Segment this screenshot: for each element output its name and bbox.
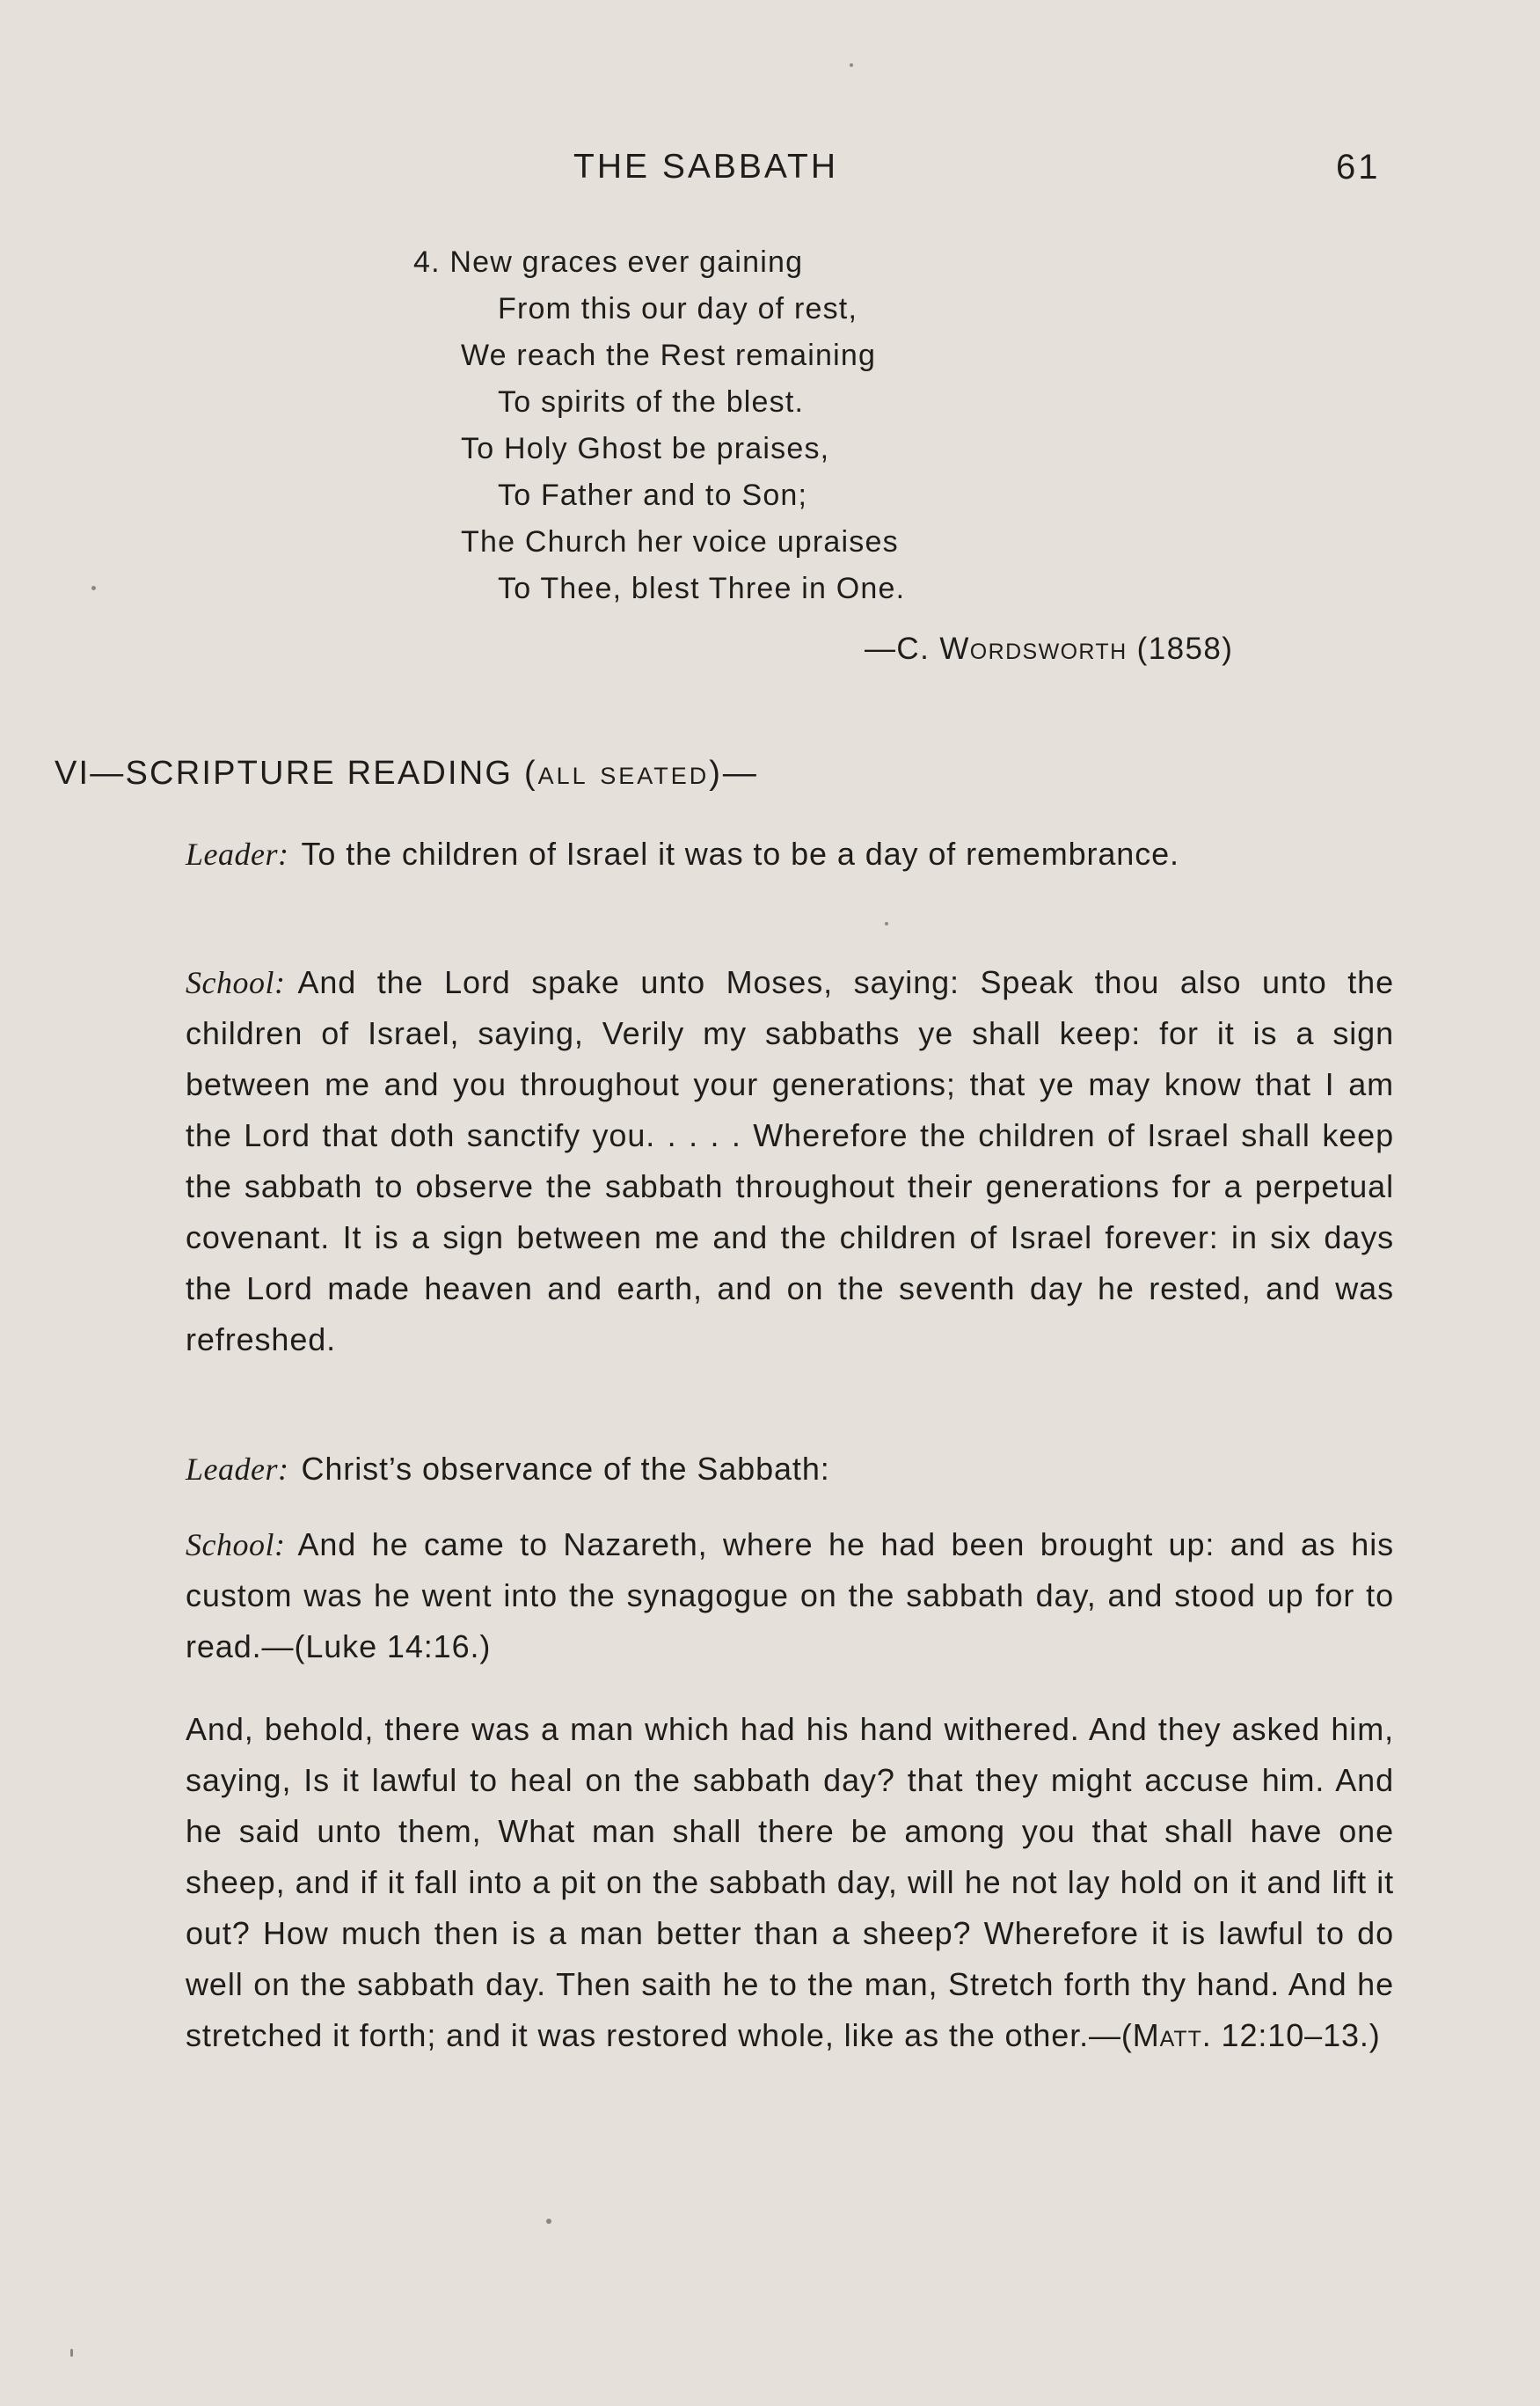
paper-speck xyxy=(546,2219,551,2224)
reading-paragraph xyxy=(186,957,1394,1365)
paper-speck xyxy=(70,2349,73,2357)
hymn-line: We reach the Rest remaining xyxy=(461,339,877,372)
page-title: THE SABBATH xyxy=(573,148,838,186)
paper-speck xyxy=(91,586,96,590)
paper-speck xyxy=(885,922,888,925)
hymn-line: To Father and to Son; xyxy=(498,479,808,512)
attribution-prefix: —C. xyxy=(865,632,940,666)
attribution-year: (1858) xyxy=(1127,632,1234,666)
attribution-author: Wordsworth xyxy=(939,632,1128,666)
hymn-line: From this our day of rest, xyxy=(498,292,858,325)
paragraph-text: Christ’s observance of the Sabbath: xyxy=(301,1451,830,1487)
hymn-line: To Thee, blest Three in One. xyxy=(498,572,906,605)
scripture-reference-book: Matt. xyxy=(1132,2017,1212,2053)
hymn-line: The Church her voice upraises xyxy=(461,525,899,559)
hymn-line: To spirits of the blest. xyxy=(498,385,805,419)
reading-paragraph xyxy=(186,829,1394,880)
page-number: 61 xyxy=(1336,148,1381,186)
section-heading-suffix: — xyxy=(722,755,759,792)
section-heading-text: VI—SCRIPTURE READING xyxy=(55,755,524,792)
reading-paragraph xyxy=(186,1444,1394,1495)
hymn-attribution xyxy=(865,632,1233,667)
speaker-label: School: xyxy=(186,1527,286,1562)
hymn-line: 4. New graces ever gaining xyxy=(413,245,804,279)
scripture-reference-verses: 12:10–13.) xyxy=(1211,2017,1381,2053)
running-head xyxy=(0,148,1540,201)
reading-paragraph xyxy=(186,1704,1394,2061)
paper-speck xyxy=(850,63,853,67)
reading-paragraph xyxy=(186,1519,1394,1672)
paragraph-text: To the children of Israel it was to be a day of remembrance. xyxy=(301,836,1179,872)
section-heading-note: (all seated) xyxy=(523,755,723,792)
paragraph-text: And, behold, there was a man which had his hand withered. And they asked him, saying, Is it lawful to heal on the sabbath day? that they might accuse him. And he said unto them, What man shall there be among you that shall have one sheep, and if it fall into a pit on the sabbath day, will he not lay hold on it and lift it out? How much then is a man better than a sheep? Wherefore it is lawful to do well on the sabbath day. Then saith he to the man, Stretch forth thy hand. And he stretched it forth; and it was restored whole, like as the other.—( xyxy=(186,1711,1394,2053)
speaker-label: Leader: xyxy=(186,1452,289,1487)
speaker-label: Leader: xyxy=(186,837,289,872)
speaker-label: School: xyxy=(186,965,286,1000)
paragraph-text: And he came to Nazareth, where he had been brought up: and as his custom was he went into the synagogue on the sabbath day, and stood up for to read.—(Luke 14:16.) xyxy=(186,1526,1394,1664)
hymn-line: To Holy Ghost be praises, xyxy=(461,432,830,465)
section-heading xyxy=(55,755,758,793)
paragraph-text: And the Lord spake unto Moses, saying: Speak thou also unto the children of Israel, saying, Verily my sabbaths ye shall keep: for it is a sign between me and you throughout your generations; that ye may know that I am the Lord that doth sanctify you. . . . . Wherefore the children of Israel shall keep the sabbath to observe the sabbath throughout their generations for a perpetual covenant. It is a sign between me and the children of Israel forever: in six days the Lord made heaven and earth, and on the seventh day he rested, and was refreshed. xyxy=(186,964,1394,1357)
